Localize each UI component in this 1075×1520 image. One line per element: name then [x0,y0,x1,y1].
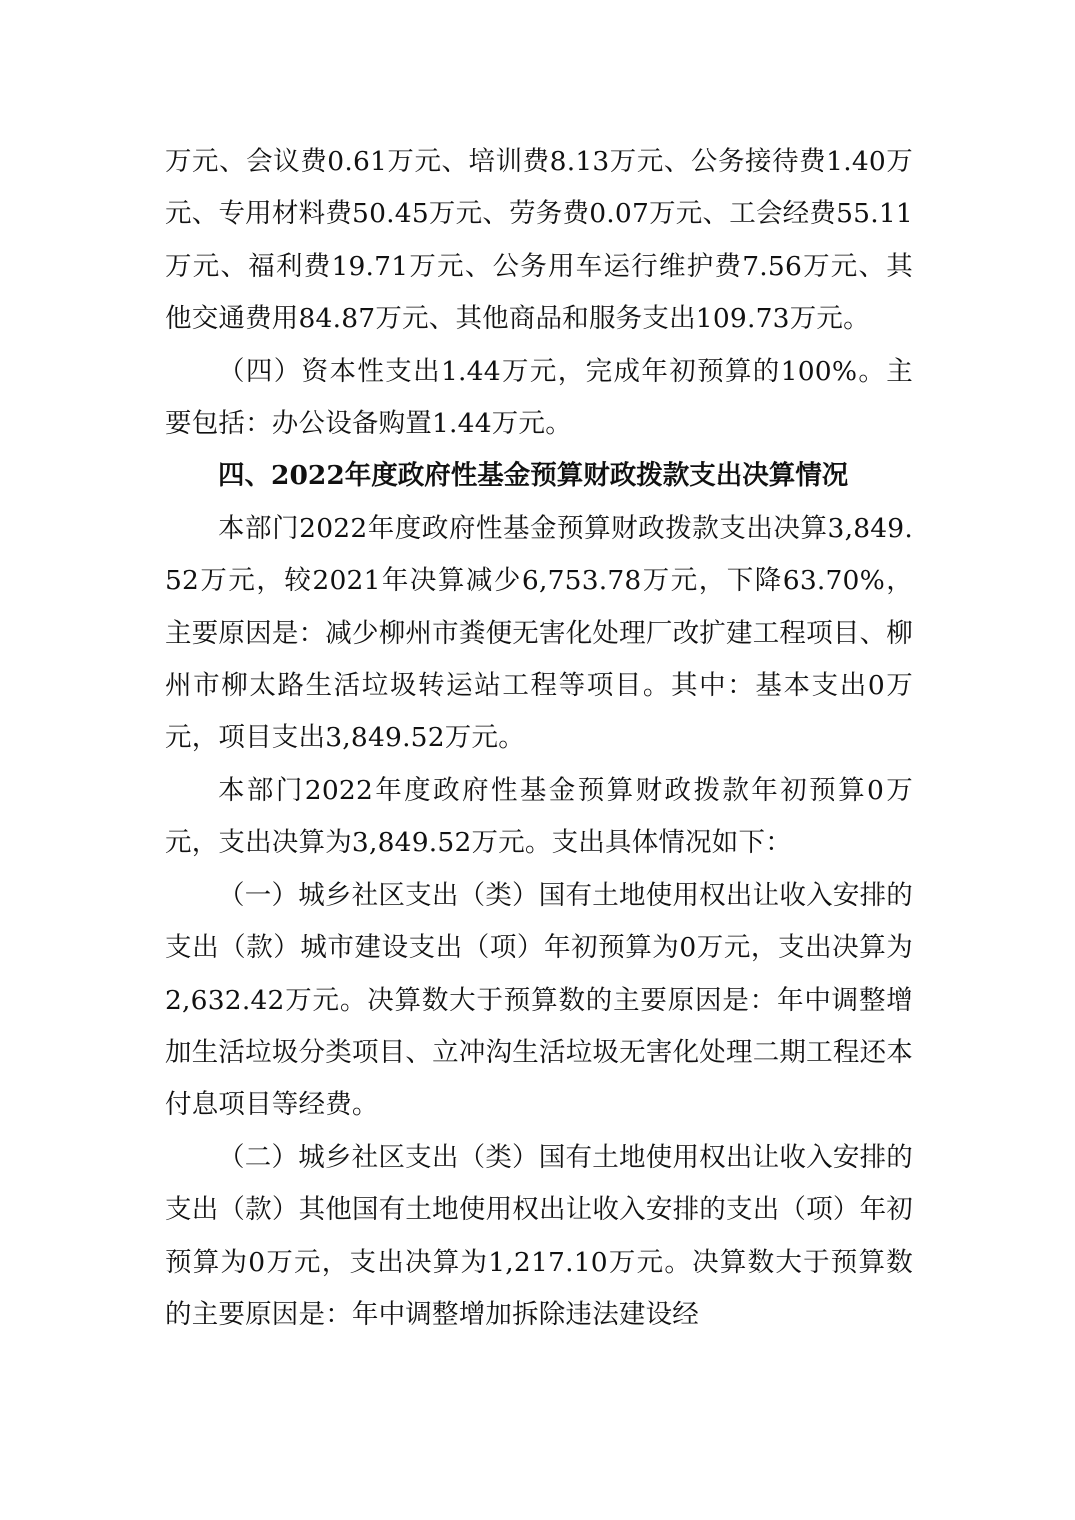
paragraph-capital-expenditure: （四）资本性支出1.44万元，完成年初预算的100%。主要包括：办公设备购置1.44万元。 [165,355,913,440]
paragraph-fund-summary: 本部门2022年度政府性基金预算财政拨款支出决算3,849.52万元，较2021年决算减少6,753.78万元，下降63.70%，主要原因是：减少柳州市粪便无害化处理厂改扩建工程项目、柳州市柳太路生活垃圾转运站工程等项目。其中：基本支出0万元，项目支出3,849.52万元。 [165,512,913,754]
paragraph-expense-breakdown: 万元、会议费0.61万元、培训费8.13万元、公务接待费1.40万元、专用材料费50.45万元、劳务费0.07万元、工会经费55.11万元、福利费19.71万元、公务用车运行维护费7.56万元、其他交通费用84.87万元、其他商品和服务支出109.73万元。 [165,146,913,335]
section-heading-government-fund: 四、2022年度政府性基金预算财政拨款支出决算情况 [218,460,849,492]
paragraph-other-land-use: （二）城乡社区支出（类）国有土地使用权出让收入安排的支出（款）其他国有土地使用权出让收入安排的支出（项）年初预算为0万元，支出决算为1,217.10万元。决算数大于预算数的主要原因是：年中调整增加拆除违法建设经 [165,1141,913,1330]
paragraph-urban-construction: （一）城乡社区支出（类）国有土地使用权出让收入安排的支出（款）城市建设支出（项）年初预算为0万元，支出决算为2,632.42万元。决算数大于预算数的主要原因是：年中调整增加生活垃圾分类项目、立冲沟生活垃圾无害化处理二期工程还本付息项目等经费。 [165,879,913,1121]
paragraph-fund-budget: 本部门2022年度政府性基金预算财政拨款年初预算0万元，支出决算为3,849.52万元。支出具体情况如下： [165,774,913,859]
document-body [165,136,913,1341]
